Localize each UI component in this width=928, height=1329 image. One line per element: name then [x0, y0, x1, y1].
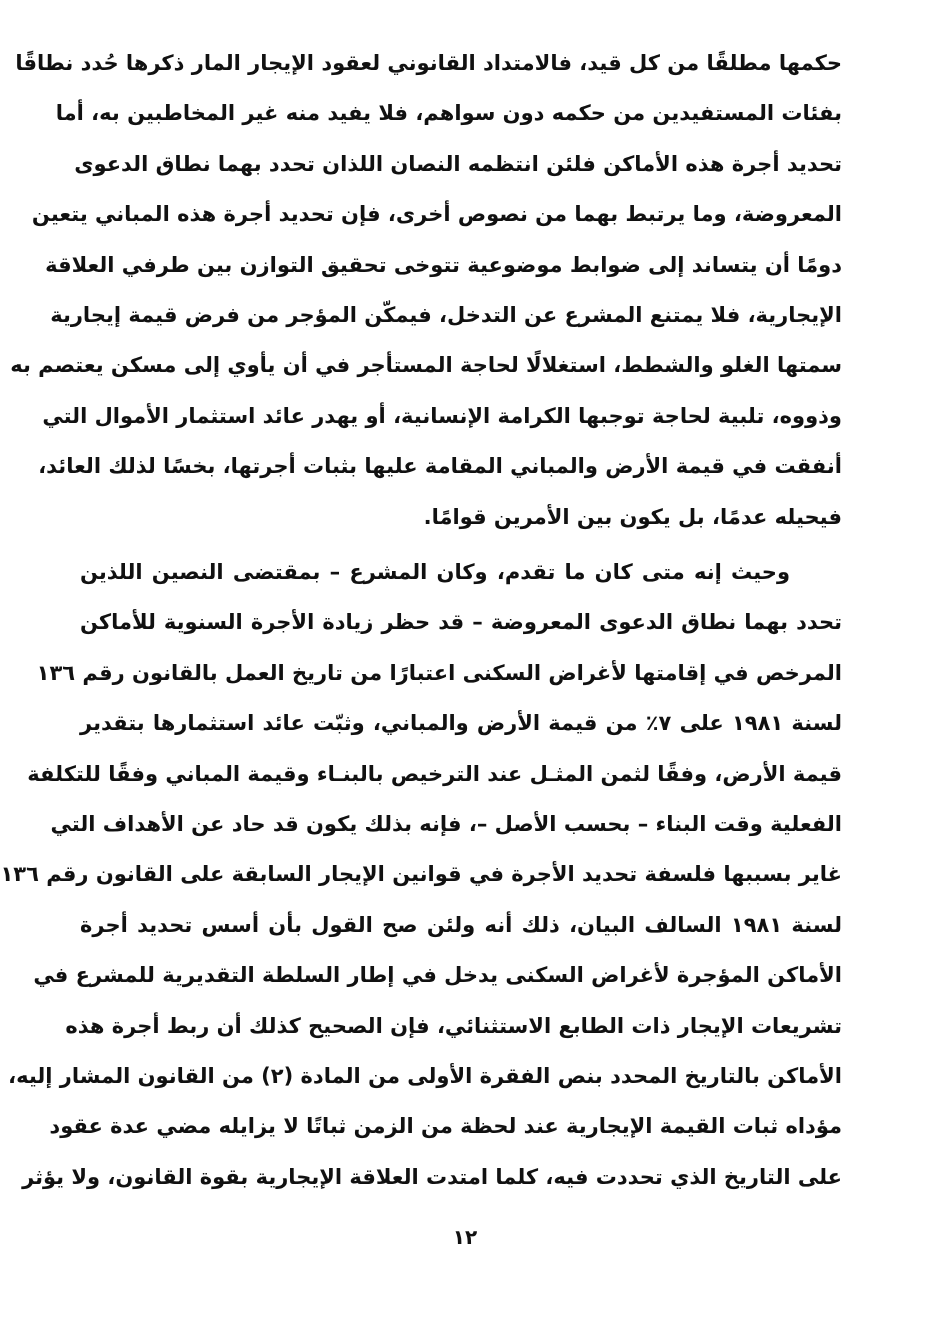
text-line: أنفقت في قيمة الأرض والمباني المقامة عليها بثبات أجرتها، بخسًا لذلك العائد،: [38, 454, 842, 479]
text-line: حكمها مطلقًا من كل قيد، فالامتداد القانوني لعقود الإيجار المار ذكرها حُدد نطاقًا: [15, 51, 842, 75]
text-line: لسنة ١٩٨١ السالف البيان، ذلك أنه ولئن صح القول بأن أسس تحديد أجرة: [80, 912, 842, 937]
text-line: دومًا أن يتساند إلى ضوابط موضوعية تتوخى تحقيق التوازن بين طرفي العلاقة: [45, 252, 842, 277]
text-line: وذووه، تلبية لحاجة توجبها الكرامة الإنسانية، أو يهدر عائد استثمار الأموال التي: [42, 403, 842, 428]
text-line: تحديد أجرة هذه الأماكن فلئن انتظمه النصان اللذان تحدد بهما نطاق الدعوى: [74, 151, 842, 176]
text-line: الإيجارية، فلا يمتنع المشرع عن التدخل، فيمكّن المؤجر من فرض قيمة إيجارية: [50, 302, 842, 327]
paragraph-1: [10, 38, 842, 542]
text-line: مؤداه ثبات القيمة الإيجارية عند لحظة من الزمن ثباتًا لا يزايله مضي عدة عقود: [49, 1114, 842, 1139]
text-line: غاير بسببها فلسفة تحديد الأجرة في قوانين الإيجار السابقة على القانون رقم ١٣٦: [0, 862, 842, 887]
text-line: المرخص في إقامتها لأغراض السكنى اعتبارًا من تاريخ العمل بالقانون رقم ١٣٦: [36, 660, 842, 685]
paragraph-2: [0, 547, 842, 1202]
text-line: فيحيله عدمًا، بل يكون بين الأمرين قوامًا.: [423, 504, 842, 529]
text-line: تشريعات الإيجار ذات الطابع الاستثنائي، فإن الصحيح كذلك أن ربط أجرة هذه: [65, 1013, 842, 1038]
document-page: [2, 0, 928, 1329]
text-line: الأماكن المؤجرة لأغراض السكنى يدخل في إطار السلطة التقديرية للمشرع في: [33, 963, 842, 988]
text-line: بفئات المستفيدين من حكمه دون سواهم، فلا يفيد منه غير المخاطبين به، أما: [55, 101, 842, 126]
text-line: المعروضة، وما يرتبط بهما من نصوص أخرى، فإن تحديد أجرة هذه المباني يتعين: [31, 202, 842, 227]
text-line: وحيث إنه متى كان ما تقدم، وكان المشرع – بمقتضى النصين اللذين: [80, 560, 790, 584]
text-line: على التاريخ الذي تحددت فيه، كلما امتدت العلاقة الإيجارية بقوة القانون، ولا يؤثر: [22, 1164, 842, 1189]
text-line: قيمة الأرض، وفقًا لثمن المثـل عند الترخيص بالبنـاء وقيمة المباني وفقًا للتكلفة: [27, 761, 842, 786]
text-line: الأماكن بالتاريخ المحدد بنص الفقرة الأولى من المادة (٢) من القانون المشار إليه،: [8, 1063, 842, 1088]
text-line: تحدد بهما نطاق الدعوى المعروضة – قد حظر زيادة الأجرة السنوية للأماكن: [80, 610, 842, 635]
page-number: ١٢: [452, 1225, 478, 1249]
text-line: لسنة ١٩٨١ على ٧٪ من قيمة الأرض والمباني، وثبّت عائد استثمارها بتقدير: [80, 711, 842, 736]
text-line: سمتها الغلو والشطط، استغلالًا لحاجة المستأجر في أن يأوي إلى مسكن يعتصم به: [10, 353, 842, 378]
text-line: الفعلية وقت البناء – بحسب الأصل –، فإنه بذلك يكون قد حاد عن الأهداف التي: [50, 811, 842, 836]
